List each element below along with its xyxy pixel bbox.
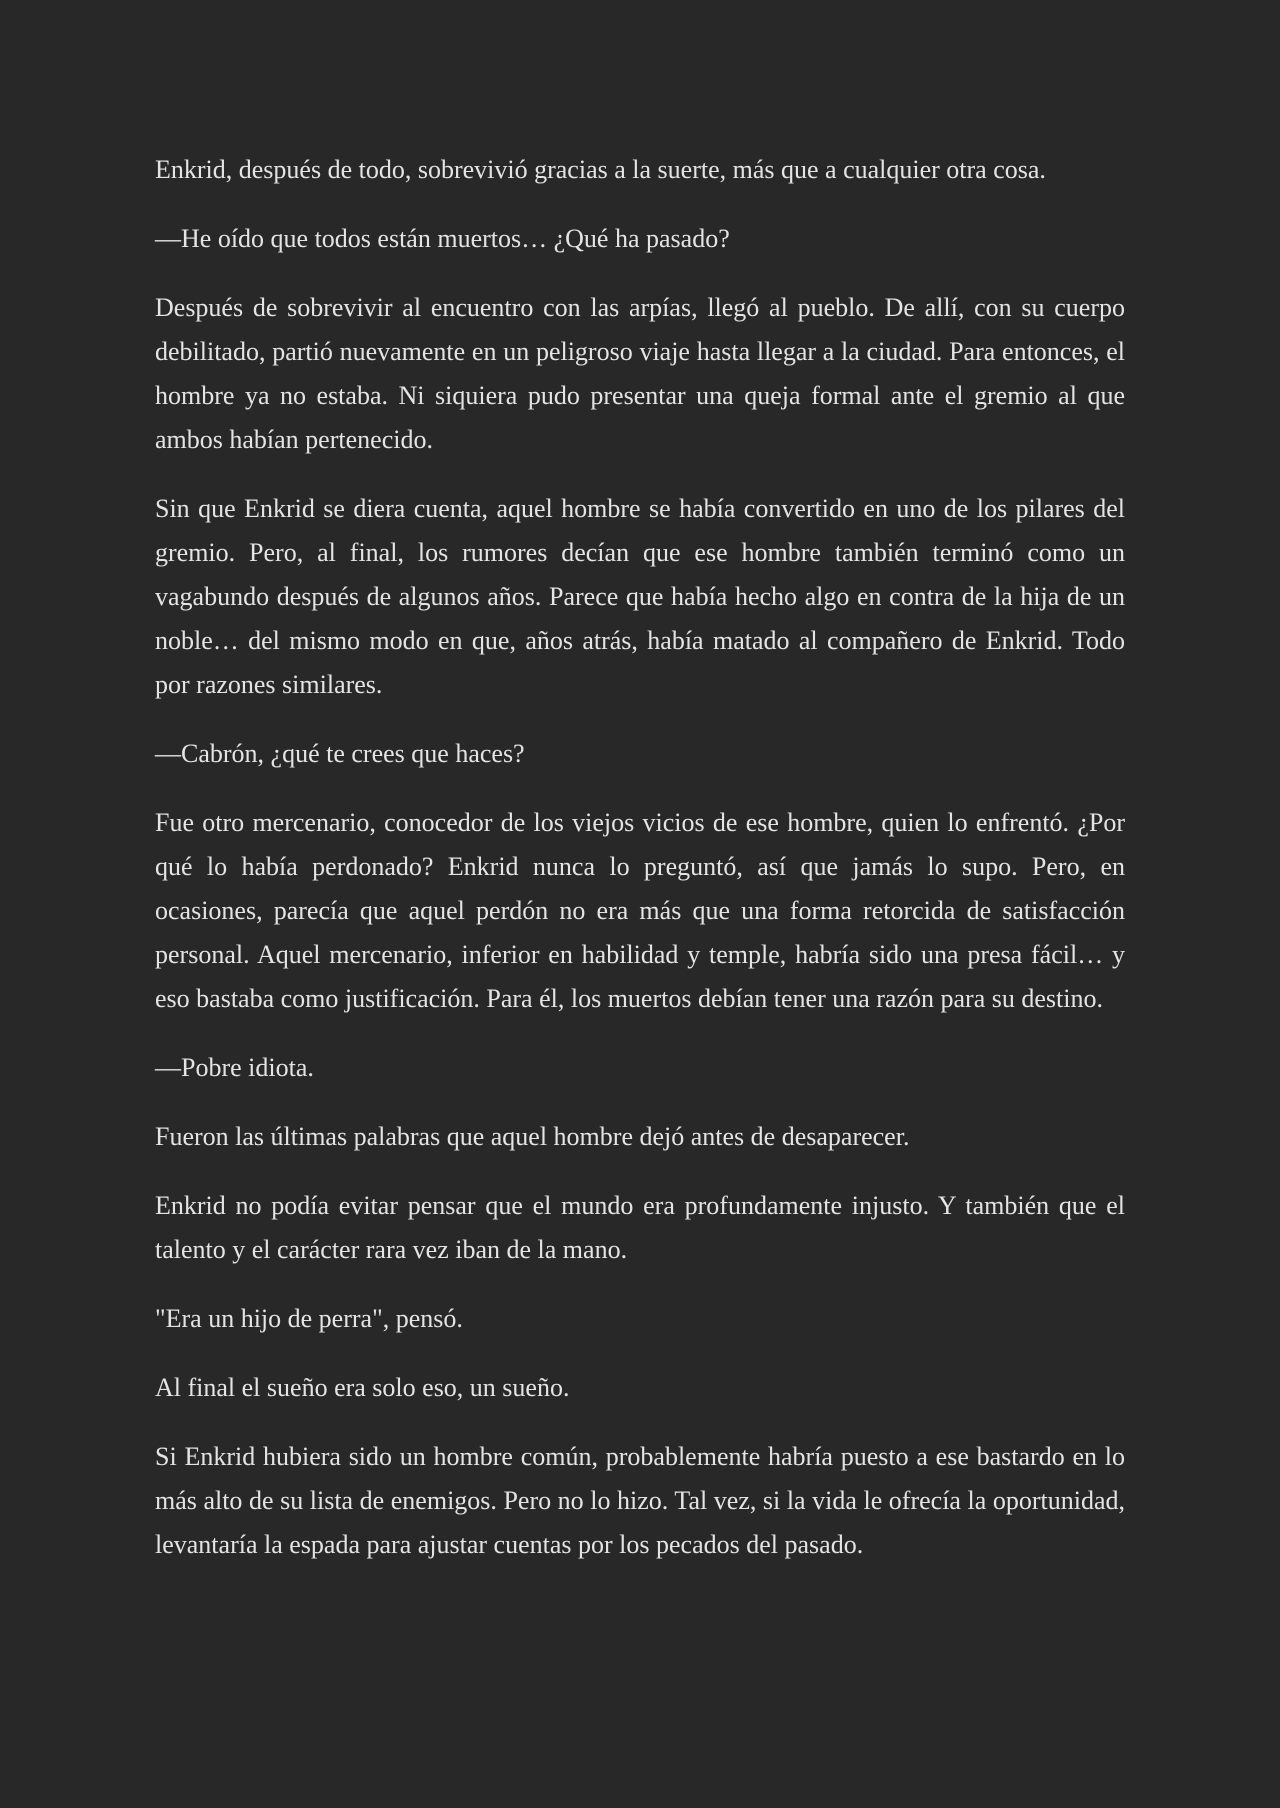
paragraph: —Cabrón, ¿qué te crees que haces? — [155, 739, 525, 768]
paragraph: Al final el sueño era solo eso, un sueño. — [155, 1373, 570, 1402]
paragraph: Sin que Enkrid se diera cuenta, aquel hombre se había convertido en uno de los pilares del gremio. Pero, al final, los rumores decían que ese hombre también terminó como un vagabundo después de algunos años. Parece que había hecho algo en contra de la hija de un noble… del mismo modo en que, años atrás, había matado al compañero de Enkrid. Todo por razones similares. — [155, 494, 1125, 699]
paragraph: Fue otro mercenario, conocedor de los viejos vicios de ese hombre, quien lo enfrentó. ¿Por qué lo había perdonado? Enkrid nunca lo preguntó, así que jamás lo supo. Pero, en ocasiones, parecía que aquel perdón no era más que una forma retorcida de satisfacción personal. Aquel mercenario, inferior en habilidad y temple, habría sido una presa fácil… y eso bastaba como justificación. Para él, los muertos debían tener una razón para su destino. — [155, 808, 1125, 1013]
paragraph: Si Enkrid hubiera sido un hombre común, probablemente habría puesto a ese bastardo en lo más alto de su lista de enemigos. Pero no lo hizo. Tal vez, si la vida le ofrecía la oportunidad, levantaría la espada para ajustar cuentas por los pecados del pasado. — [155, 1442, 1125, 1559]
paragraph: Enkrid, después de todo, sobrevivió gracias a la suerte, más que a cualquier otra cosa. — [155, 155, 1046, 184]
paragraph: —Pobre idiota. — [155, 1053, 314, 1082]
paragraph: —He oído que todos están muertos… ¿Qué ha pasado? — [155, 224, 730, 253]
paragraph: Después de sobrevivir al encuentro con las arpías, llegó al pueblo. De allí, con su cuerpo debilitado, partió nuevamente en un peligroso viaje hasta llegar a la ciudad. Para entonces, el hombre ya no estaba. Ni siquiera pudo presentar una queja formal ante el gremio al que ambos habían pertenecido. — [155, 293, 1125, 454]
paragraph: "Era un hijo de perra", pensó. — [155, 1304, 463, 1333]
paragraph: Fueron las últimas palabras que aquel hombre dejó antes de desaparecer. — [155, 1122, 910, 1151]
paragraph: Enkrid no podía evitar pensar que el mundo era profundamente injusto. Y también que el talento y el carácter rara vez iban de la mano. — [155, 1191, 1125, 1264]
chapter-text — [155, 148, 1125, 1592]
